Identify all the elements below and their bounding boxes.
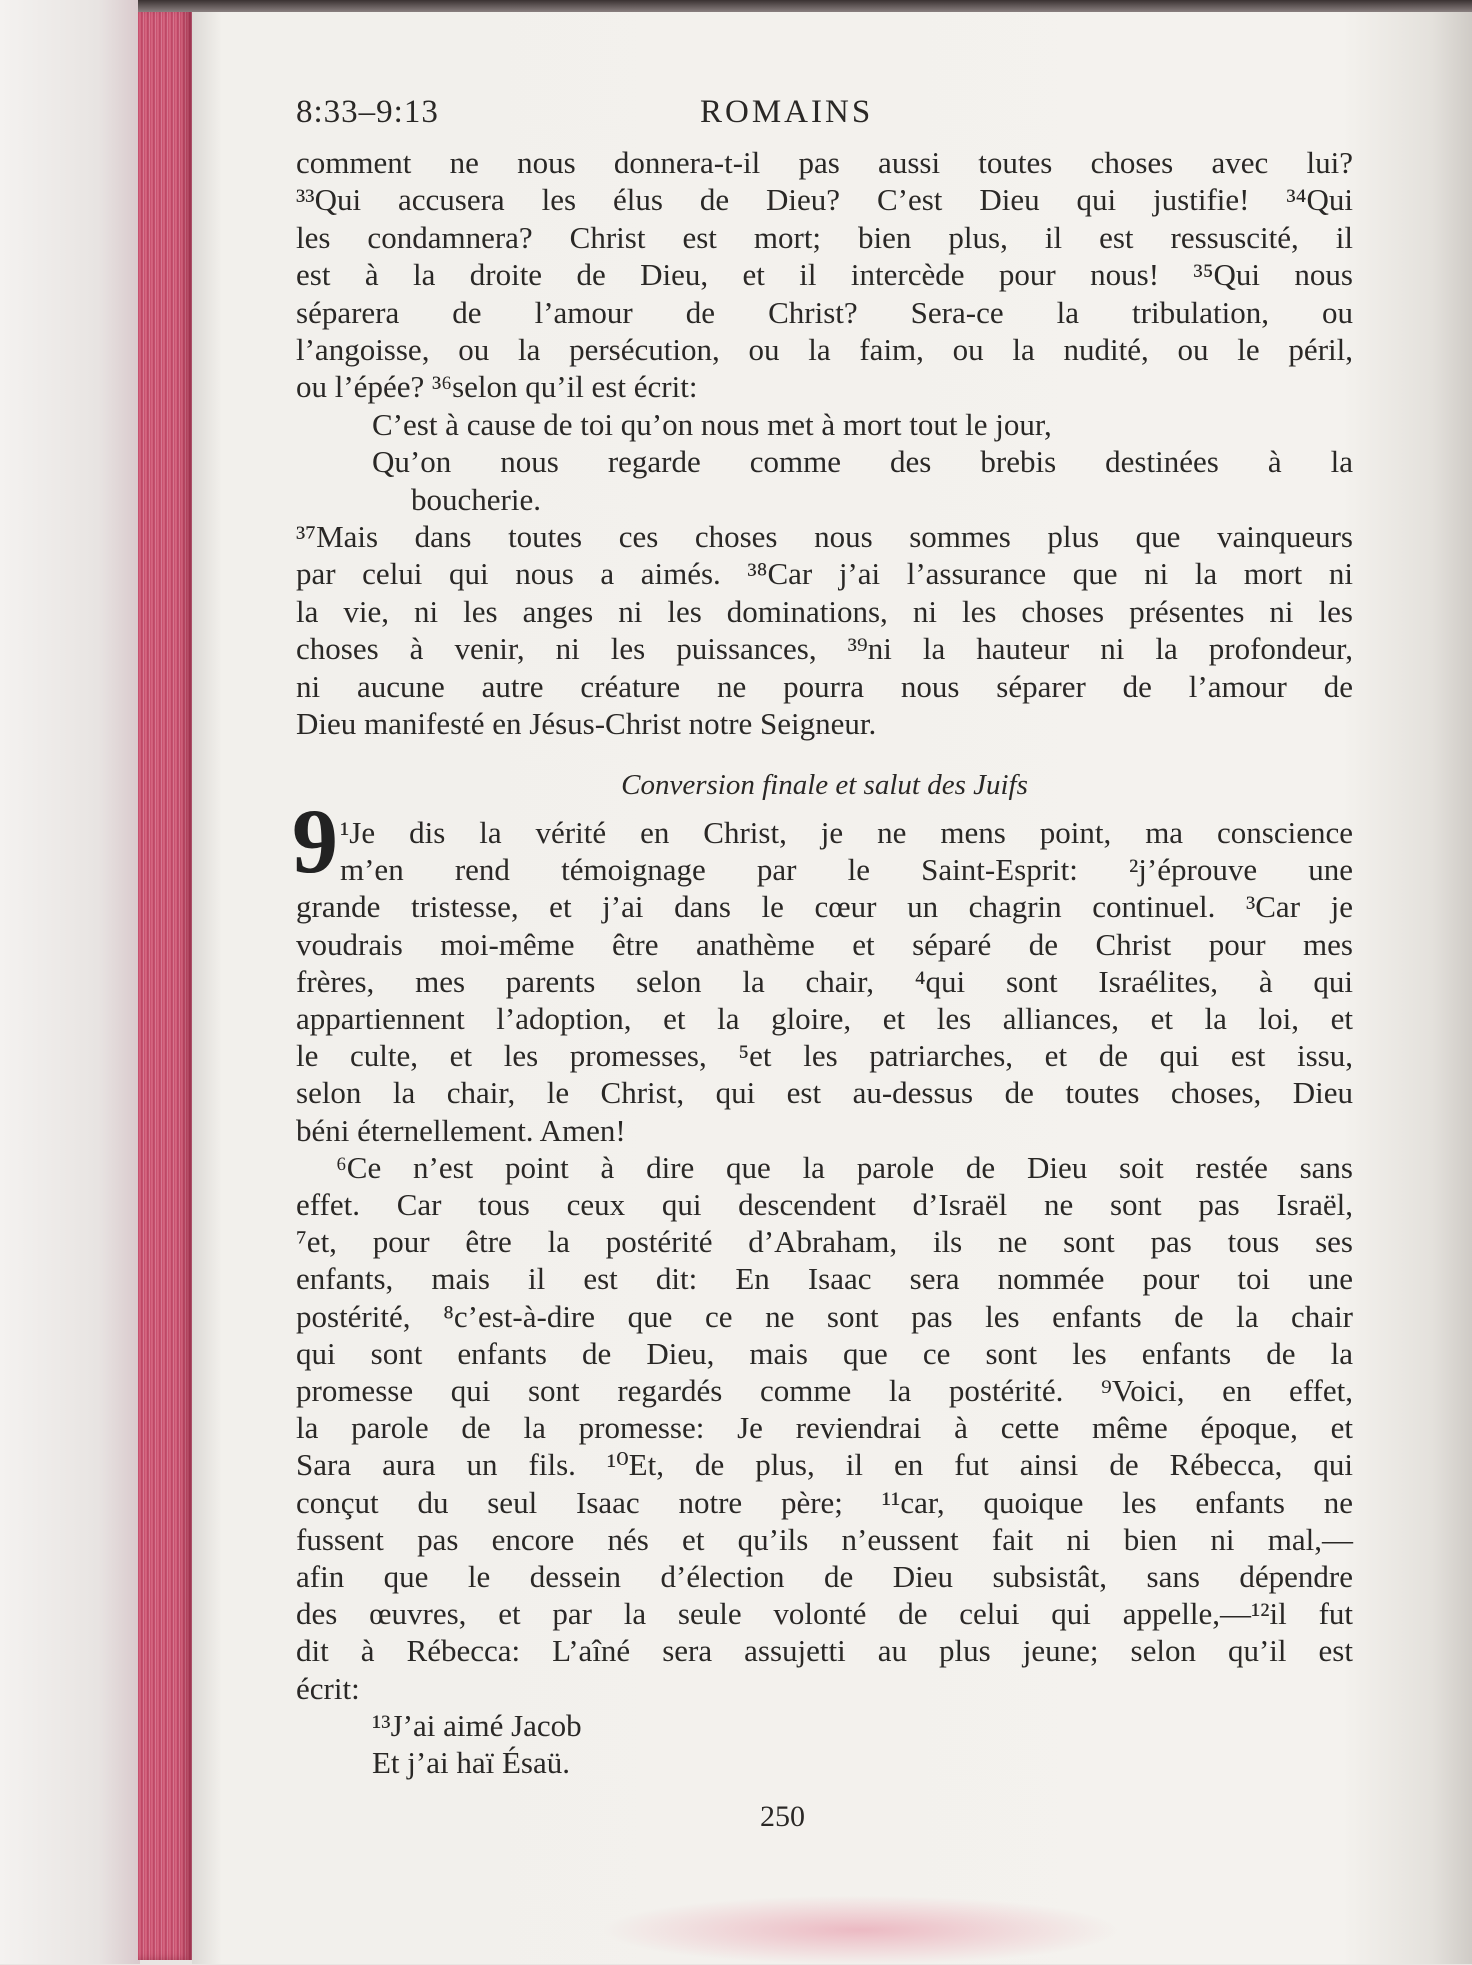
text-line: choses à venir, ni les puissances, ³⁹ni la hauteur ni la profondeur, [296,631,1353,667]
pink-smudge [600,1895,1120,1965]
text-line: selon la chair, le Christ, qui est au-dessus de toutes choses, Dieu [296,1075,1353,1111]
text-line: le culte, et les promesses, ⁵et les patriarches, et de qui est issu, [296,1038,1353,1074]
text-line: Et j’ai haï Ésaü. [372,1745,570,1780]
text-line: la vie, ni les anges ni les dominations, ni les choses présentes ni les [296,593,1353,629]
text-line: fussent pas encore nés et qu’ils n’eussent fait ni bien ni mal,— [296,1521,1353,1557]
text-line: la parole de la promesse: Je reviendrai à cette même époque, et [296,1410,1353,1446]
text-line: ni aucune autre créature ne pourra nous séparer de l’amour de [296,668,1353,704]
text-line: grande tristesse, et j’ai dans le cœur un chagrin continuel. ³Car je [296,889,1353,925]
text-line: séparera de l’amour de Christ? Sera-ce la tribulation, ou [296,294,1353,330]
text-line: Qu’on nous regarde comme des brebis destinées à la [372,444,1353,480]
text-line: les condamnera? Christ est mort; bien plus, il est ressuscité, il [296,219,1353,255]
scan-top-shadow [138,0,1472,12]
text-line: appartiennent l’adoption, et la gloire, et les alliances, et la loi, et [296,1001,1353,1036]
red-page-edges [138,8,192,1960]
running-header-book-title: ROMAINS [700,94,874,130]
page-number: 250 [760,1800,805,1833]
text-line: frères, mes parents selon la chair, ⁴qui sont Israélites, à qui [296,963,1353,999]
text-line: ⁶Ce n’est point à dire que la parole de Dieu soit restée sans [336,1149,1353,1185]
chapter-number-dropcap: 9 [292,790,338,892]
text-line: ou l’épée? ³⁶selon qu’il est écrit: [296,369,698,405]
text-line: ³³Qui accusera les élus de Dieu? C’est Dieu qui justifie! ³⁴Qui [296,182,1353,218]
text-line: comment ne nous donnera-t-il pas aussi toutes choses avec lui? [296,145,1353,180]
text-line: qui sont enfants de Dieu, mais que ce sont les enfants de la [296,1335,1353,1371]
scan-background [0,0,140,1964]
text-line: C’est à cause de toi qu’on nous met à mort tout le jour, [372,406,1052,442]
text-line: enfants, mais il est dit: En Isaac sera nommée pour toi une [296,1261,1353,1297]
text-line: écrit: [296,1670,360,1706]
text-line: afin que le dessein d’élection de Dieu subsistât, sans dépendre [296,1559,1353,1594]
text-line: par celui qui nous a aimés. ³⁸Car j’ai l’assurance que ni la mort ni [296,556,1353,592]
text-line: voudrais moi-même être anathème et séparé de Christ pour mes [296,926,1353,962]
text-line: ³⁷Mais dans toutes ces choses nous sommes plus que vainqueurs [296,519,1353,554]
section-heading: Conversion finale et salut des Juifs [621,769,1028,801]
text-line: ¹³J’ai aimé Jacob [372,1707,582,1743]
text-line: effet. Car tous ceux qui descendent d’Israël ne sont pas Israël, [296,1187,1353,1222]
text-line: béni éternellement. Amen! [296,1112,626,1148]
text-line: Dieu manifesté en Jésus-Christ notre Seigneur. [296,706,877,741]
text-line: dit à Rébecca: L’aîné sera assujetti au plus jeune; selon qu’il est [296,1633,1353,1669]
text-line: ¹Je dis la vérité en Christ, je ne mens point, ma conscience [340,815,1353,850]
text-line: des œuvres, et par la seule volonté de celui qui appelle,—¹²il fut [296,1596,1353,1632]
running-header-reference: 8:33–9:13 [296,94,439,130]
text-line: est à la droite de Dieu, et il intercède pour nous! ³⁵Qui nous [296,257,1353,293]
text-line: boucherie. [411,481,541,517]
text-line: postérité, ⁸c’est-à-dire que ce ne sont pas les enfants de la chair [296,1298,1353,1334]
text-line: m’en rend témoignage par le Saint-Esprit: ²j’éprouve une [340,852,1353,888]
text-line: Sara aura un fils. ¹⁰Et, de plus, il en fut ainsi de Rébecca, qui [296,1447,1353,1483]
text-line: conçut du seul Isaac notre père; ¹¹car, quoique les enfants ne [296,1484,1353,1520]
text-line: l’angoisse, ou la persécution, ou la faim, ou la nudité, ou le péril, [296,332,1353,367]
text-line: ⁷et, pour être la postérité d’Abraham, ils ne sont pas tous ses [296,1224,1353,1260]
text-line: promesse qui sont regardés comme la postérité. ⁹Voici, en effet, [296,1373,1353,1408]
